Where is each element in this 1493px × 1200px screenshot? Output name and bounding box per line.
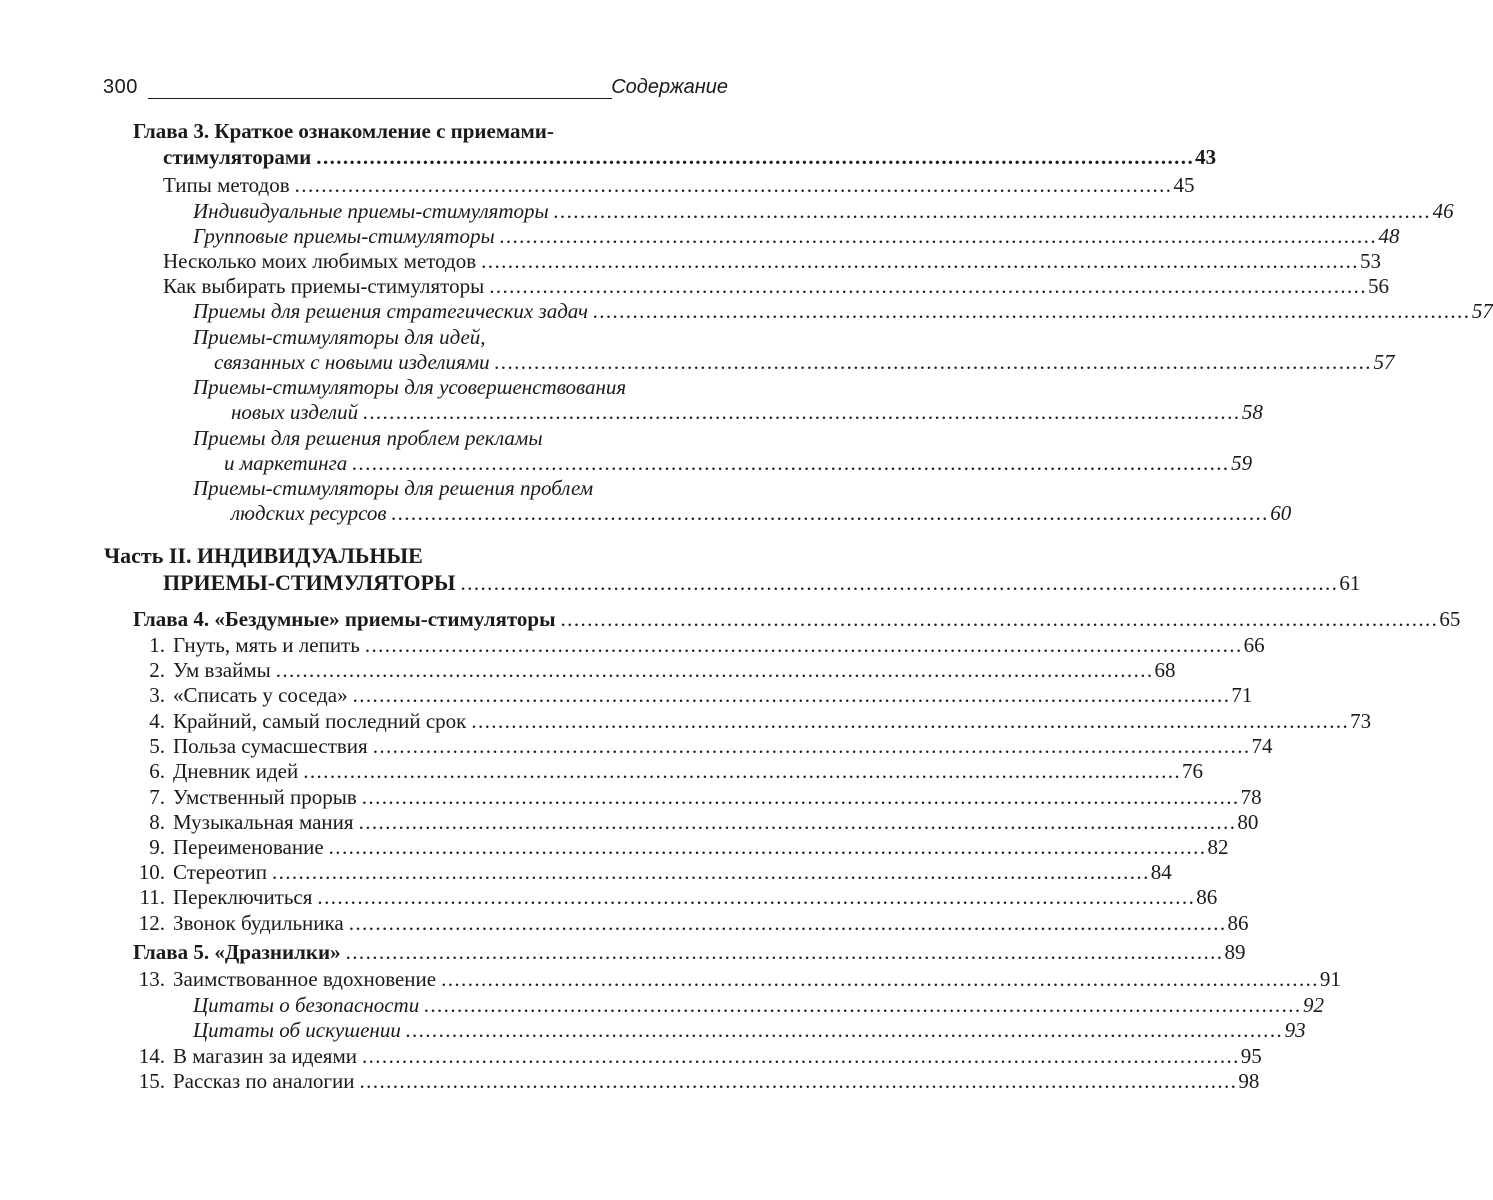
page-ref: 60	[1270, 501, 1292, 525]
page-ref: 48	[1378, 224, 1400, 248]
dot-leader: ....................................................................................................................................	[363, 400, 1241, 424]
dot-leader: ....................................................................................................................................	[303, 759, 1182, 783]
page-ref: 71	[1231, 683, 1253, 707]
toc-item[interactable]: 11. Переключиться .................................................................................................................................... 86	[139, 885, 1218, 909]
dot-leader: ....................................................................................................................................	[489, 274, 1367, 298]
dot-leader: ....................................................................................................................................	[328, 835, 1207, 859]
dot-leader: ....................................................................................................................................	[359, 1069, 1238, 1093]
dot-leader: ....................................................................................................................................	[494, 350, 1373, 374]
page-ref: 73	[1350, 709, 1372, 733]
toc-item[interactable]: 9. Переименование .................................................................................................................................... 82	[149, 835, 1229, 859]
toc-entry-individual[interactable]: Индивидуальные приемы-стимуляторы .................................................................................................................................... 46	[193, 199, 1454, 223]
page-ref: 93	[1284, 1018, 1306, 1042]
page-ref: 59	[1231, 451, 1253, 475]
dot-leader: ....................................................................................................................................	[352, 683, 1231, 707]
chapter-4-title[interactable]: Глава 4. «Бездумные» приемы-стимуляторы .................................................................................................................................... 65	[133, 607, 1461, 631]
toc-entry-hr[interactable]: Приемы-стимуляторы для решения проблем	[193, 476, 594, 500]
toc-entry-choose[interactable]: Как выбирать приемы-стимуляторы .................................................................................................................................... 56	[163, 274, 1389, 298]
toc-entry-safety[interactable]: Цитаты о безопасности .................................................................................................................................... 92	[193, 993, 1325, 1017]
dot-leader: ....................................................................................................................................	[294, 173, 1173, 197]
page-ref: 78	[1240, 785, 1262, 809]
page-ref: 57	[1373, 350, 1395, 374]
page-ref: 57	[1471, 299, 1493, 323]
dot-leader: ....................................................................................................................................	[317, 885, 1196, 909]
page-ref: 43	[1195, 145, 1217, 169]
toc-item[interactable]: 13. Заимствованное вдохновение .................................................................................................................................... 91	[138, 967, 1341, 991]
toc-entry-ideas-cont[interactable]: связанных с новыми изделиями .................................................................................................................................... 57	[214, 350, 1395, 374]
toc-entry-ideas[interactable]: Приемы-стимуляторы для идей,	[193, 325, 486, 349]
toc-entry-types[interactable]: Типы методов .................................................................................................................................... 45	[163, 173, 1195, 197]
toc-item[interactable]: 12. Звонок будильника .................................................................................................................................... 86	[138, 911, 1249, 935]
toc-item[interactable]: 3. «Списать у соседа» .................................................................................................................................... 71	[149, 683, 1253, 707]
toc-item[interactable]: 8. Музыкальная мания .................................................................................................................................... 80	[149, 810, 1259, 834]
page-ref: 56	[1368, 274, 1389, 298]
chapter-5-title[interactable]: Глава 5. «Дразнилки» .................................................................................................................................... 89	[133, 940, 1246, 964]
page-ref: 82	[1207, 835, 1229, 859]
dot-leader: ....................................................................................................................................	[316, 145, 1195, 169]
toc-entry-improve[interactable]: Приемы-стимуляторы для усовершенствования	[193, 375, 627, 399]
toc-entry-improve-cont[interactable]: новых изделий .................................................................................................................................... 58	[231, 400, 1263, 424]
page-ref: 86	[1196, 885, 1218, 909]
toc-entry-strategic[interactable]: Приемы для решения стратегических задач .................................................................................................................................... 57	[193, 299, 1493, 323]
page-ref: 84	[1150, 860, 1172, 884]
dot-leader: ....................................................................................................................................	[275, 658, 1154, 682]
page-ref: 46	[1432, 199, 1454, 223]
toc-entry-group[interactable]: Групповые приемы-стимуляторы .................................................................................................................................... 48	[193, 224, 1400, 248]
section-title: Содержание	[611, 76, 728, 98]
toc-item[interactable]: 14. В магазин за идеями .................................................................................................................................... 95	[138, 1044, 1262, 1068]
dot-leader: ....................................................................................................................................	[553, 199, 1432, 223]
toc-item[interactable]: 15. Рассказ по аналогии .................................................................................................................................... 98	[138, 1069, 1260, 1093]
toc-item[interactable]: 6. Дневник идей .................................................................................................................................... 76	[149, 759, 1204, 783]
page-ref: 53	[1359, 249, 1381, 273]
dot-leader: ....................................................................................................................................	[391, 501, 1270, 525]
dot-leader: ....................................................................................................................................	[361, 1044, 1240, 1068]
part-2-title[interactable]: Часть II. ИНДИВИДУАЛЬНЫЕ	[104, 543, 423, 568]
toc-entry-temptation[interactable]: Цитаты об искушении .................................................................................................................................... 93	[193, 1018, 1306, 1042]
dot-leader: ....................................................................................................................................	[560, 607, 1439, 631]
page-ref: 98	[1238, 1069, 1260, 1093]
chapter-3-title[interactable]: Глава 3. Краткое ознакомление с приемами-	[133, 119, 554, 143]
page-ref: 68	[1154, 658, 1176, 682]
dot-leader: ....................................................................................................................................	[372, 734, 1251, 758]
dot-leader: ....................................................................................................................................	[460, 571, 1339, 595]
page-ref: 91	[1319, 967, 1341, 991]
page-ref: 45	[1173, 173, 1195, 197]
toc-entry-hr-cont[interactable]: людских ресурсов .................................................................................................................................... 60	[231, 501, 1292, 525]
part-2-title-cont[interactable]: ПРИЕМЫ-СТИМУЛЯТОРЫ .................................................................................................................................... 61	[163, 570, 1361, 595]
toc-item[interactable]: 7. Умственный прорыв .................................................................................................................................... 78	[149, 785, 1262, 809]
toc-entry-ads-cont[interactable]: и маркетинга .................................................................................................................................... 59	[224, 451, 1253, 475]
toc-item[interactable]: 4. Крайний, самый последний срок .................................................................................................................................... 73	[149, 709, 1372, 733]
page-ref: 76	[1182, 759, 1204, 783]
page-ref: 86	[1227, 911, 1249, 935]
page-ref: 80	[1237, 810, 1259, 834]
dot-leader: ....................................................................................................................................	[593, 299, 1471, 323]
dot-leader: ....................................................................................................................................	[352, 451, 1231, 475]
dot-leader: ....................................................................................................................................	[361, 785, 1240, 809]
toc-item[interactable]: 10. Стереотип .................................................................................................................................... 84	[138, 860, 1172, 884]
toc-entry-ads[interactable]: Приемы для решения проблем рекламы	[193, 426, 543, 450]
dot-leader: ....................................................................................................................................	[471, 709, 1350, 733]
header-rule	[148, 98, 612, 99]
page-ref: 89	[1224, 940, 1246, 964]
dot-leader: ....................................................................................................................................	[424, 993, 1303, 1017]
page-ref: 66	[1243, 633, 1265, 657]
page-ref: 65	[1439, 607, 1461, 631]
running-header	[100, 74, 730, 104]
toc-item[interactable]: 5. Польза сумасшествия .................................................................................................................................... 74	[149, 734, 1273, 758]
page-ref: 61	[1339, 571, 1361, 595]
dot-leader: ....................................................................................................................................	[405, 1018, 1284, 1042]
dot-leader: ....................................................................................................................................	[499, 224, 1378, 248]
dot-leader: ....................................................................................................................................	[358, 810, 1237, 834]
toc-item[interactable]: 1. Гнуть, мять и лепить .................................................................................................................................... 66	[149, 633, 1265, 657]
page-ref: 92	[1303, 993, 1325, 1017]
toc-entry-favorites[interactable]: Несколько моих любимых методов .................................................................................................................................... 53	[163, 249, 1381, 273]
page-ref: 58	[1241, 400, 1263, 424]
page-ref: 95	[1240, 1044, 1262, 1068]
dot-leader: ....................................................................................................................................	[364, 633, 1243, 657]
chapter-3-title-cont[interactable]: стимуляторами .................................................................................................................................... 43	[163, 145, 1217, 169]
page-number: 300	[103, 76, 138, 98]
dot-leader: ....................................................................................................................................	[345, 940, 1224, 964]
page-ref: 74	[1251, 734, 1273, 758]
dot-leader: ....................................................................................................................................	[348, 911, 1227, 935]
dot-leader: ....................................................................................................................................	[271, 860, 1150, 884]
dot-leader: ....................................................................................................................................	[441, 967, 1319, 991]
toc-item[interactable]: 2. Ум взаймы .................................................................................................................................... 68	[149, 658, 1176, 682]
dot-leader: ....................................................................................................................................	[481, 249, 1359, 273]
